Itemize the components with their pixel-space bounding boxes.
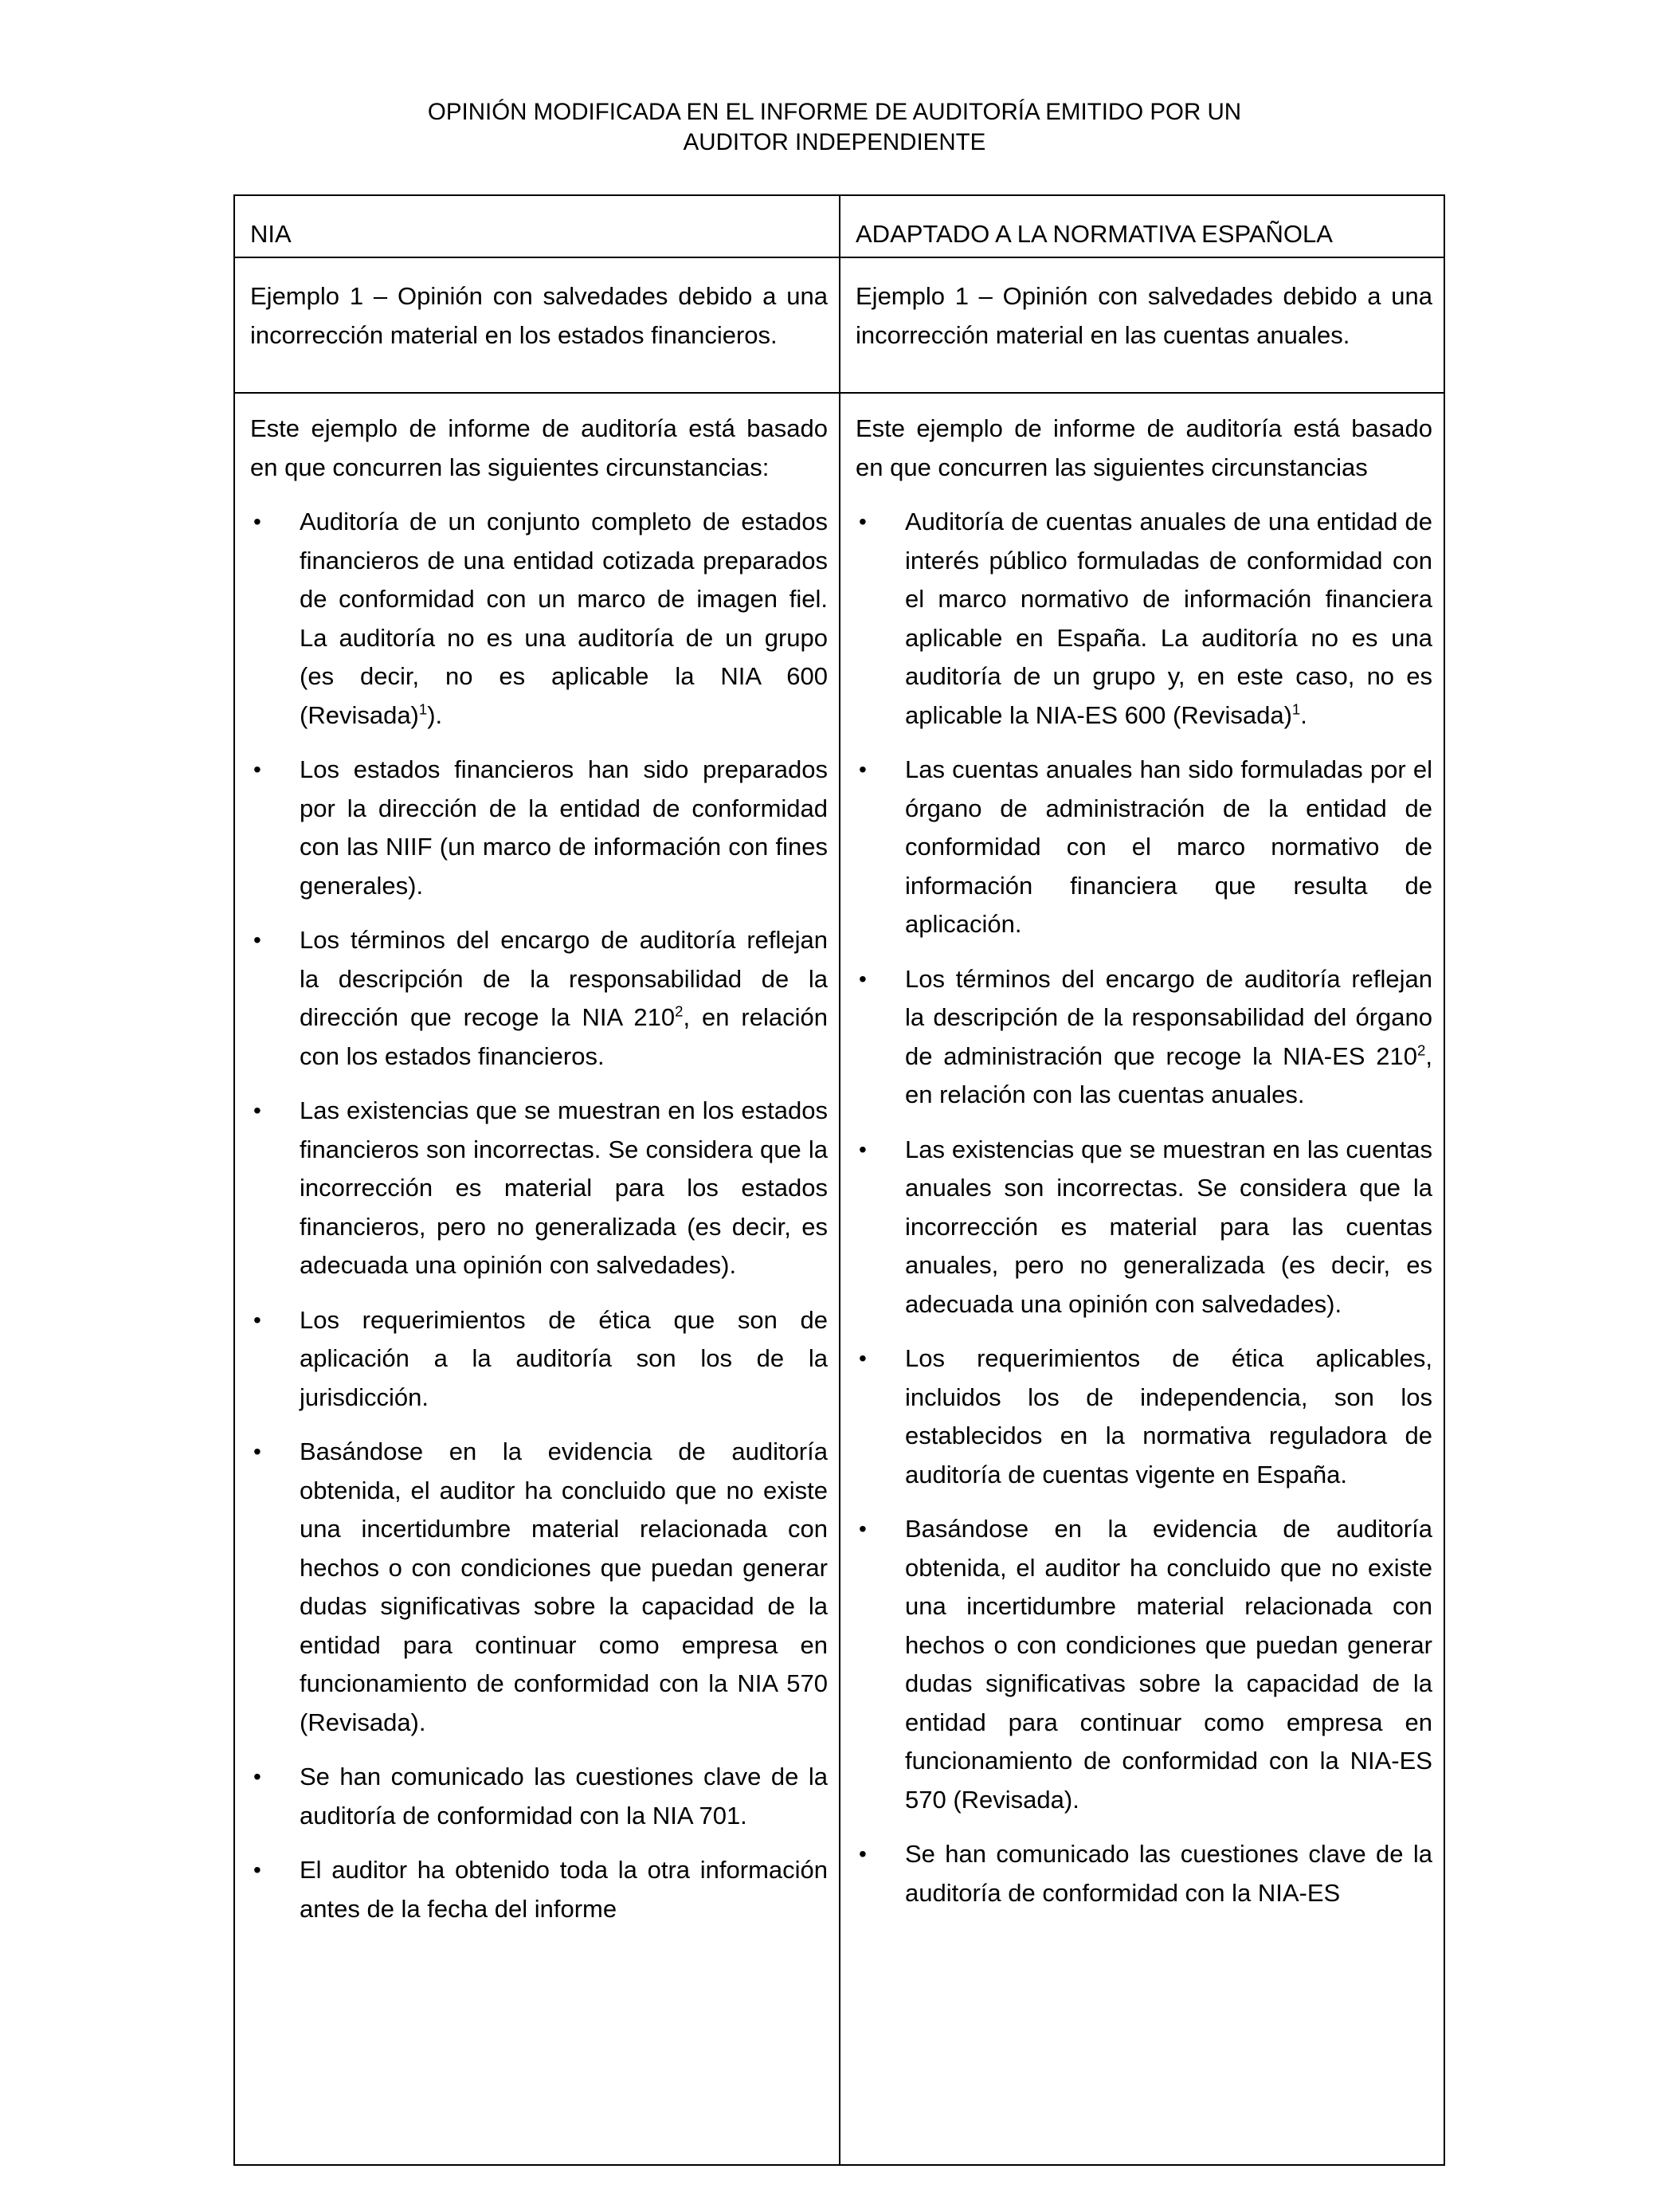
list-item-text: Se han comunicado las cuestiones clave de la auditoría de conformidad con la NIA-ES	[905, 1840, 1432, 1907]
example-title-adaptado: Ejemplo 1 – Opinión con salvedades debido a una incorrección material en las cuentas anuales.	[856, 282, 1432, 349]
list-item-text-continued: ).	[427, 700, 443, 729]
list-item	[250, 503, 828, 735]
circumstances-adaptado	[856, 410, 1432, 1928]
footnote-reference: 2	[675, 1002, 684, 1020]
list-item-text: Basándose en la evidencia de auditoría obtenida, el auditor ha concluido que no existe una incertidumbre material relacionada con hechos o con condiciones que puedan generar dudas significativas sobre la capacidad de la entidad para continuar como empresa en funcionamiento de conformidad con la NIA 570 (Revisada).	[300, 1437, 828, 1736]
list-item-text-continued: , en relación con los estados financieros.	[300, 1003, 828, 1070]
list-item-text: Los estados financieros han sido preparados por la dirección de la entidad de conformidad con las NIIF (un marco de información con fines generales).	[300, 755, 828, 900]
list-item-text: Auditoría de un conjunto completo de estados financieros de una entidad cotizada preparados de conformidad con un marco de imagen fiel. La auditoría no es una auditoría de un grupo (es decir, no es aplicable la NIA 600 (Revisada)	[300, 508, 828, 729]
list-item-text: Se han comunicado las cuestiones clave de la auditoría de conformidad con la NIA 701.	[300, 1763, 828, 1830]
bullet-icon: •	[859, 509, 867, 534]
bullet-icon: •	[253, 1307, 261, 1332]
bullet-list-adaptado	[856, 503, 1432, 1912]
bullet-icon: •	[253, 1857, 261, 1882]
list-item	[856, 751, 1432, 944]
bullet-icon: •	[859, 1346, 867, 1371]
list-item	[856, 503, 1432, 735]
comparison-table	[233, 194, 1445, 2166]
bullet-icon: •	[253, 1098, 261, 1123]
list-item-text: Las existencias que se muestran en las cuentas anuales son incorrectas. Se considera que la incorrección es material para las cuentas anuales, pero no generalizada (es decir, es adecuada una opinión con salvedades).	[905, 1135, 1432, 1318]
list-item	[250, 921, 828, 1076]
example-title-nia: Ejemplo 1 – Opinión con salvedades debido a una incorrección material en los estados financieros.	[250, 282, 828, 349]
circumstances-intro-adaptado: Este ejemplo de informe de auditoría está basado en que concurren las siguientes circunstancias	[856, 414, 1432, 481]
list-item-text: Los requerimientos de ética que son de aplicación a la auditoría son los de la jurisdicción.	[300, 1305, 828, 1411]
column-header-adaptado: ADAPTADO A LA NORMATIVA ESPAÑOLA	[856, 220, 1333, 248]
list-item	[856, 1131, 1432, 1324]
column-header-nia: NIA	[250, 220, 292, 248]
circumstances-nia	[250, 410, 828, 1944]
list-item	[856, 1339, 1432, 1494]
bullet-icon: •	[253, 757, 261, 782]
bullet-icon: •	[859, 1516, 867, 1541]
list-item	[856, 1835, 1432, 1912]
circumstances-intro-nia: Este ejemplo de informe de auditoría está basado en que concurren las siguientes circunstancias:	[250, 414, 828, 481]
bullet-icon: •	[859, 1136, 867, 1162]
list-item-text: Las existencias que se muestran en los estados financieros son incorrectas. Se considera que la incorrección es material para los estados financieros, pero no generalizada (es decir, es adecuada una opinión con salvedades).	[300, 1096, 828, 1279]
list-item-text: Basándose en la evidencia de auditoría obtenida, el auditor ha concluido que no existe una incertidumbre material relacionada con hechos o con condiciones que puedan generar dudas significativas sobre la capacidad de la entidad para continuar como empresa en funcionamiento de conformidad con la NIA-ES 570 (Revisada).	[905, 1515, 1432, 1814]
list-item-text: Los términos del encargo de auditoría reflejan la descripción de la responsabilidad del órgano de administración que recoge la NIA-ES 210	[905, 964, 1432, 1070]
footnote-reference: 1	[418, 700, 428, 718]
bullet-list-nia	[250, 503, 828, 1928]
footnote-reference: 2	[1417, 1041, 1426, 1059]
list-item-text: Los términos del encargo de auditoría reflejan la descripción de la responsabilidad de la dirección que recoge la NIA 210	[300, 926, 828, 1031]
bullet-icon: •	[859, 1841, 867, 1866]
header-row-divider	[235, 257, 1444, 258]
document-title-line-1: OPINIÓN MODIFICADA EN EL INFORME DE AUDITORÍA EMITIDO POR UN	[427, 99, 1242, 125]
list-item	[856, 960, 1432, 1115]
list-item-text: Los requerimientos de ética aplicables, incluidos los de independencia, son los establecidos en la normativa reguladora de auditoría de cuentas vigente en España.	[905, 1344, 1432, 1488]
list-item	[250, 1851, 828, 1928]
list-item-text: El auditor ha obtenido toda la otra información antes de la fecha del informe	[300, 1856, 828, 1923]
list-item	[250, 1301, 828, 1418]
example-row-divider	[235, 392, 1444, 394]
bullet-icon: •	[253, 928, 261, 952]
bullet-icon: •	[253, 509, 261, 534]
column-divider	[839, 196, 840, 2164]
list-item-text: Las cuentas anuales han sido formuladas por el órgano de administración de la entidad de conformidad con el marco normativo de información financiera que resulta de aplicación.	[905, 755, 1432, 938]
list-item	[250, 1092, 828, 1285]
list-item-text-continued: , en relación con las cuentas anuales.	[905, 1041, 1432, 1108]
list-item-text: Auditoría de cuentas anuales de una entidad de interés público formuladas de conformidad con el marco normativo de información financiera aplicable en España. La auditoría no es una auditoría de un grupo y, en este caso, no es aplicable la NIA-ES 600 (Revisada)	[905, 508, 1432, 729]
list-item	[250, 751, 828, 905]
document-title-line-2: AUDITOR INDEPENDIENTE	[683, 129, 986, 155]
document-title	[0, 97, 1669, 158]
list-item	[250, 1433, 828, 1742]
list-item	[856, 1510, 1432, 1819]
bullet-icon: •	[859, 966, 867, 991]
bullet-icon: •	[253, 1764, 261, 1789]
list-item-text-continued: .	[1300, 700, 1307, 729]
footnote-reference: 1	[1291, 700, 1301, 718]
bullet-icon: •	[253, 1439, 261, 1464]
list-item	[250, 1758, 828, 1835]
bullet-icon: •	[859, 757, 867, 782]
